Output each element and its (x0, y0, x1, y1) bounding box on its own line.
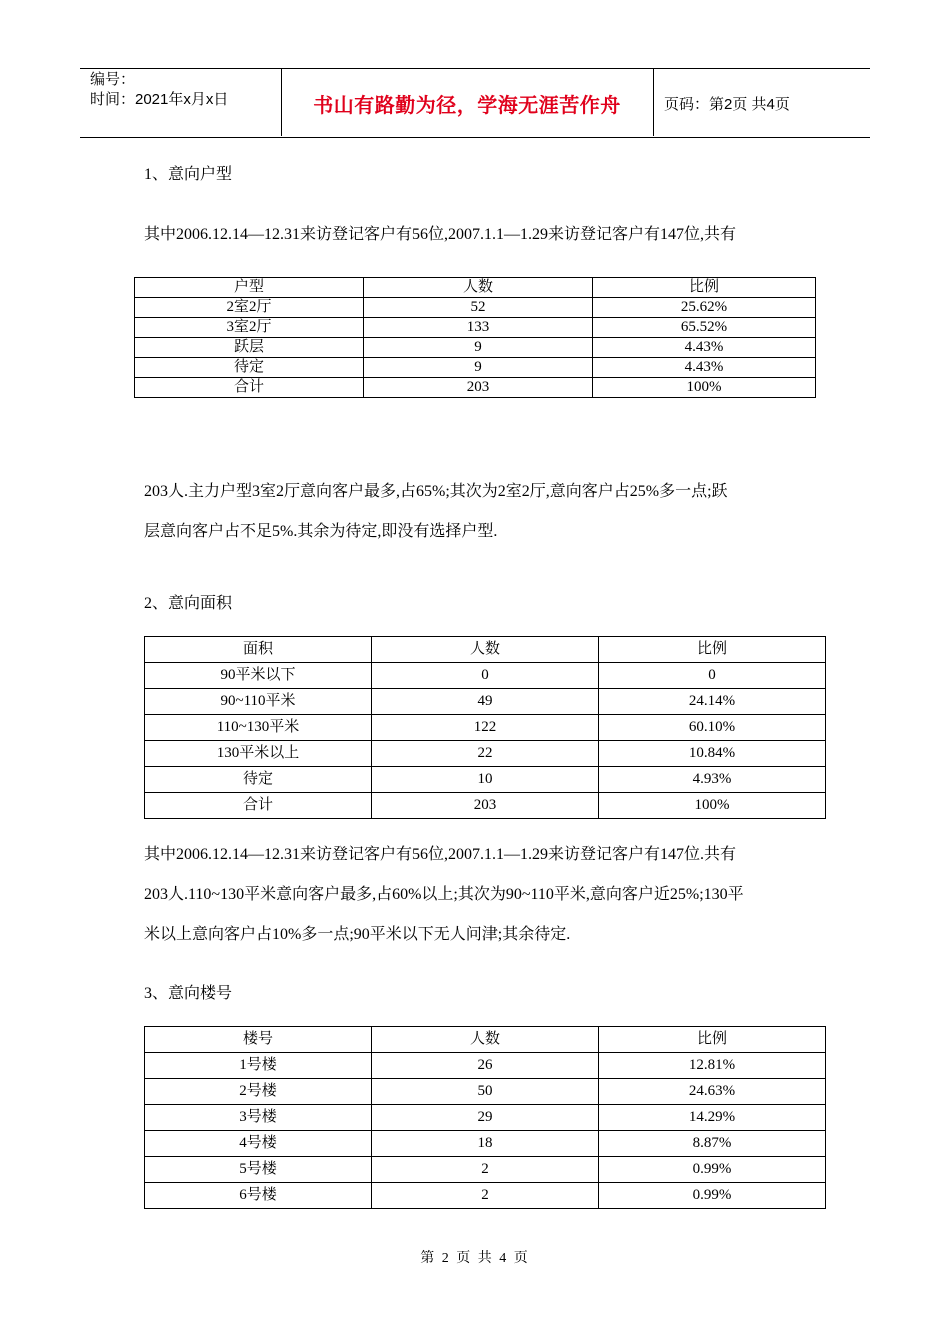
table-cell: 65.52% (593, 318, 816, 338)
header-divider (653, 68, 654, 136)
table-row (135, 338, 816, 358)
table-cell: 合计 (145, 793, 372, 819)
table-row (135, 318, 816, 338)
table-cell: 9 (364, 338, 593, 358)
column-header: 人数 (372, 1027, 599, 1053)
table-row (145, 715, 826, 741)
table-cell: 5号楼 (145, 1157, 372, 1183)
table-cell: 0.99% (599, 1157, 826, 1183)
table-cell: 100% (599, 793, 826, 819)
column-header: 人数 (372, 637, 599, 663)
table-cell: 待定 (145, 767, 372, 793)
column-header: 比例 (599, 637, 826, 663)
table-cell: 3号楼 (145, 1105, 372, 1131)
section-intro: 其中2006.12.14—12.31来访登记客户有56位,2007.1.1—1.29来访登记客户有147位,共有 (144, 226, 737, 243)
summary-line: 203人.110~130平米意向客户最多,占60%以上;其次为90~110平米,意向客户近25%;130平 (144, 886, 744, 903)
table-cell: 26 (372, 1053, 599, 1079)
section-summary (144, 835, 814, 955)
column-header: 楼号 (145, 1027, 372, 1053)
table-cell: 22 (372, 741, 599, 767)
table-cell: 0.99% (599, 1183, 826, 1209)
summary-line: 米以上意向客户占10%多一点;90平米以下无人问津;其余待定. (144, 926, 571, 943)
table-header-row (135, 278, 816, 298)
section-heading: 1、意向户型 (144, 166, 233, 183)
table-cell: 2室2厅 (135, 298, 364, 318)
table-cell: 50 (372, 1079, 599, 1105)
section-heading: 3、意向楼号 (144, 985, 233, 1002)
area-table (144, 636, 826, 819)
table-cell: 10.84% (599, 741, 826, 767)
table-cell: 1号楼 (145, 1053, 372, 1079)
table-cell: 24.63% (599, 1079, 826, 1105)
table-cell: 203 (372, 793, 599, 819)
table-cell: 122 (372, 715, 599, 741)
table-cell: 2号楼 (145, 1079, 372, 1105)
table-row (145, 793, 826, 819)
table-cell: 14.29% (599, 1105, 826, 1131)
building-table (144, 1026, 826, 1209)
table-cell: 4.93% (599, 767, 826, 793)
table-cell: 90~110平米 (145, 689, 372, 715)
table-row (145, 1079, 826, 1105)
table-cell: 6号楼 (145, 1183, 372, 1209)
table-cell: 90平米以下 (145, 663, 372, 689)
table-cell: 203 (364, 378, 593, 398)
column-header: 比例 (593, 278, 816, 298)
table-row (145, 1157, 826, 1183)
header-divider (281, 68, 282, 136)
column-header: 面积 (145, 637, 372, 663)
table-cell: 133 (364, 318, 593, 338)
table-cell: 2 (372, 1183, 599, 1209)
table-header-row (145, 1027, 826, 1053)
table-cell: 12.81% (599, 1053, 826, 1079)
header-page-label: 页码：第2页 共4页 (664, 96, 790, 113)
summary-line: 203人.主力户型3室2厅意向客户最多,占65%;其次为2室2厅,意向客户占25%多一点;跃 (144, 483, 728, 500)
header-motto: 书山有路勤为径，学海无涯苦作舟 (313, 93, 621, 117)
table-cell: 24.14% (599, 689, 826, 715)
table-cell: 100% (593, 378, 816, 398)
table-cell: 49 (372, 689, 599, 715)
table-cell: 52 (364, 298, 593, 318)
table-cell: 110~130平米 (145, 715, 372, 741)
section-heading: 2、意向面积 (144, 595, 233, 612)
table-cell: 25.62% (593, 298, 816, 318)
table-cell: 130平米以上 (145, 741, 372, 767)
document-number-label: 编号： (90, 71, 136, 88)
table-row (145, 741, 826, 767)
table-cell: 待定 (135, 358, 364, 378)
table-cell: 60.10% (599, 715, 826, 741)
table-cell: 0 (599, 663, 826, 689)
document-date-label: 时间：2021年x月x日 (90, 91, 229, 108)
table-cell: 8.87% (599, 1131, 826, 1157)
table-row (145, 689, 826, 715)
table-row (145, 1131, 826, 1157)
page-footer: 第 2 页 共 4 页 (420, 1251, 530, 1266)
table-cell: 0 (372, 663, 599, 689)
table-row (145, 1105, 826, 1131)
table-cell: 跃层 (135, 338, 364, 358)
table-cell: 2 (372, 1157, 599, 1183)
table-cell: 合计 (135, 378, 364, 398)
table-cell: 29 (372, 1105, 599, 1131)
table-cell: 10 (372, 767, 599, 793)
summary-line: 层意向客户占不足5%.其余为待定,即没有选择户型. (144, 523, 498, 540)
column-header: 人数 (364, 278, 593, 298)
unit-type-table (134, 277, 816, 398)
column-header: 比例 (599, 1027, 826, 1053)
table-row (135, 378, 816, 398)
section-summary (144, 472, 814, 552)
table-row (145, 1183, 826, 1209)
table-header-row (145, 637, 826, 663)
table-cell: 9 (364, 358, 593, 378)
table-cell: 4.43% (593, 358, 816, 378)
summary-line: 其中2006.12.14—12.31来访登记客户有56位,2007.1.1—1.29来访登记客户有147位.共有 (144, 846, 737, 863)
table-row (145, 663, 826, 689)
table-cell: 4.43% (593, 338, 816, 358)
table-cell: 4号楼 (145, 1131, 372, 1157)
table-cell: 3室2厅 (135, 318, 364, 338)
table-row (145, 767, 826, 793)
table-row (135, 298, 816, 318)
table-row (135, 358, 816, 378)
column-header: 户型 (135, 278, 364, 298)
table-row (145, 1053, 826, 1079)
table-cell: 18 (372, 1131, 599, 1157)
